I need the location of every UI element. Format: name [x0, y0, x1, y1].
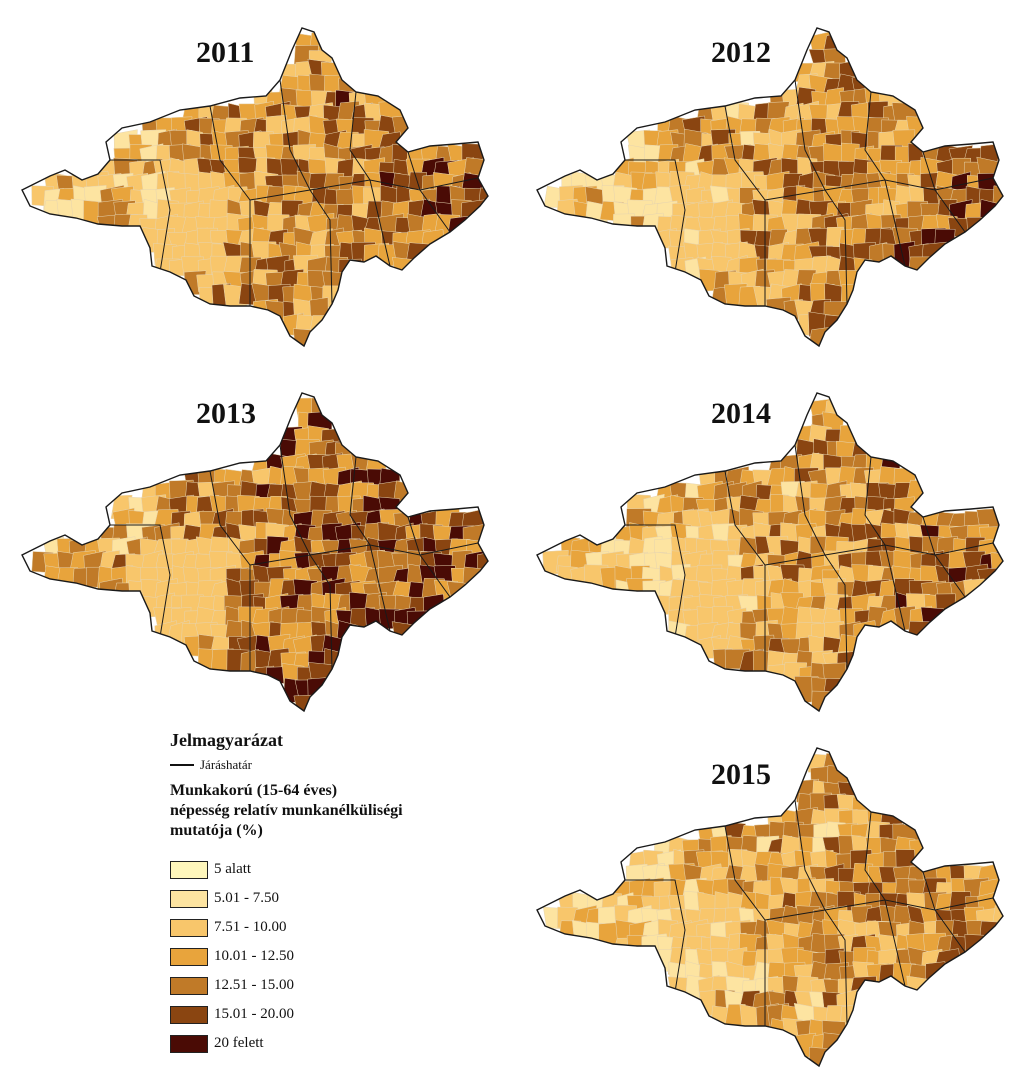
settlement-cells — [32, 398, 500, 715]
legend-class-item — [170, 971, 490, 1000]
legend-class-label: 5.01 - 7.50 — [214, 890, 279, 906]
map-year-label: 2015 — [711, 758, 771, 791]
legend-class-label: 5 alatt — [214, 861, 252, 877]
choropleth-map-2015 — [525, 730, 1024, 1080]
legend-boundary-entry — [170, 757, 490, 773]
choropleth-map-2013 — [10, 375, 510, 725]
settlement-cells — [543, 396, 1015, 716]
map-year-label: 2013 — [196, 397, 256, 430]
settlement-cell — [980, 199, 1003, 225]
map-panel-2011 — [10, 10, 510, 360]
legend-class-item — [170, 1029, 490, 1058]
legend-swatch — [170, 861, 208, 879]
choropleth-map-2014 — [525, 375, 1024, 725]
settlement-cells — [32, 33, 501, 353]
legend-boundary-label: Járáshatár — [200, 757, 252, 772]
map-legend — [170, 730, 490, 1058]
settlement-cell — [477, 551, 500, 576]
settlement-cell — [823, 678, 849, 702]
map-panel-2014 — [525, 375, 1024, 725]
legend-class-item — [170, 913, 490, 942]
settlement-cell — [967, 217, 988, 235]
map-year-label: 2014 — [711, 397, 771, 430]
legend-swatch — [170, 948, 208, 966]
legend-classes — [170, 855, 490, 1058]
map-panel-2012 — [525, 10, 1024, 360]
legend-class-item — [170, 942, 490, 971]
legend-class-item — [170, 855, 490, 884]
legend-class-label: 10.01 - 12.50 — [214, 948, 294, 964]
legend-class-item — [170, 884, 490, 913]
legend-subtitle-line: Munkakorú (15-64 éves) — [170, 782, 338, 799]
map-panel-2015 — [525, 730, 1024, 1080]
choropleth-map-2012 — [525, 10, 1024, 360]
legend-swatch — [170, 919, 208, 937]
legend-subtitle-line: mutatója (%) — [170, 822, 263, 839]
settlement-cell — [824, 315, 849, 335]
map-year-label: 2011 — [196, 36, 255, 69]
legend-class-item — [170, 1000, 490, 1029]
legend-class-label: 20 felett — [214, 1035, 264, 1051]
settlement-cell — [963, 579, 984, 603]
legend-class-label: 7.51 - 10.00 — [214, 919, 287, 935]
legend-swatch — [170, 890, 208, 908]
settlement-cell — [822, 1033, 848, 1056]
settlement-cell — [811, 691, 836, 717]
legend-swatch — [170, 1006, 208, 1024]
boundary-line-symbol — [170, 764, 194, 766]
legend-subtitle — [170, 781, 490, 841]
settlement-cells — [544, 31, 1017, 347]
settlement-cells — [543, 753, 1016, 1068]
settlement-cell — [339, 259, 362, 280]
legend-title: Jelmagyarázat — [170, 730, 283, 750]
choropleth-map-2011 — [10, 10, 510, 360]
legend-swatch — [170, 977, 208, 995]
legend-class-label: 12.51 - 15.00 — [214, 977, 294, 993]
settlement-cell — [992, 906, 1016, 932]
settlement-cell — [447, 581, 470, 602]
map-panel-2013 — [10, 375, 510, 725]
legend-class-label: 15.01 - 20.00 — [214, 1006, 294, 1022]
legend-subtitle-line: népesség relatív munkanélküliségi — [170, 802, 403, 819]
settlement-cell — [309, 315, 331, 336]
legend-swatch — [170, 1035, 208, 1053]
map-year-label: 2012 — [711, 36, 771, 69]
